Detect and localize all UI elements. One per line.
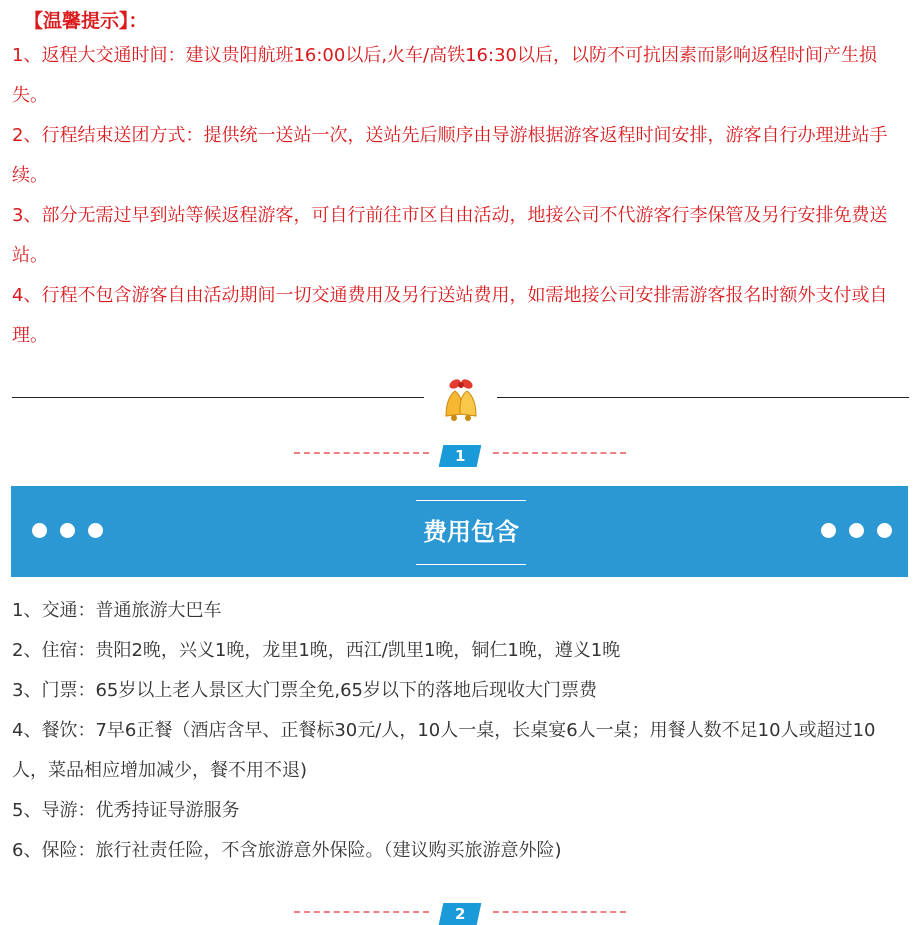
tip-item: 2、行程结束送团方式：提供统一送站一次，送站先后顺序由导游根据游客返程时间安排，游客自行办理进站手续。 <box>12 125 888 186</box>
dot-icon <box>60 523 75 538</box>
tip-item: 3、部分无需过早到站等候返程游客，可自行前往市区自由活动，地接公司不代游客行李保管及另行安排免费送站。 <box>12 205 888 266</box>
tip-item: 4、行程不包含游客自由活动期间一切交通费用及另行送站费用，如需地接公司安排需游客报名时额外支付或自理。 <box>12 285 888 346</box>
dashed-line-right <box>493 911 626 913</box>
banner-title-wrap <box>416 500 526 563</box>
include-item: 1、交通：普通旅游大巴车 <box>12 600 222 621</box>
dot-icon <box>877 523 892 538</box>
dashed-line-left <box>294 911 429 913</box>
section-number-badge: 2 <box>439 903 482 925</box>
dashed-line-right <box>493 452 626 454</box>
include-item: 2、住宿：贵阳2晚，兴义1晚，龙里1晚，西江/凯里1晚，铜仁1晚，遵义1晚 <box>12 640 621 661</box>
banner-rule-top <box>416 500 526 501</box>
section-title: 费用包含 <box>423 518 519 546</box>
bell-icon <box>436 374 486 424</box>
section-banner <box>11 486 908 577</box>
banner-dots-left <box>32 523 103 538</box>
banner-rule-bottom <box>416 564 526 565</box>
include-item: 3、门票：65岁以上老人景区大门票全免,65岁以下的落地后现收大门票费 <box>12 680 597 701</box>
section-number-badge: 1 <box>439 445 482 467</box>
divider-line-left <box>12 397 424 398</box>
dot-icon <box>32 523 47 538</box>
dashed-line-left <box>294 452 429 454</box>
dot-icon <box>849 523 864 538</box>
divider-line-right <box>497 397 909 398</box>
dot-icon <box>88 523 103 538</box>
banner-dots-right <box>821 523 892 538</box>
dot-icon <box>821 523 836 538</box>
tips-section <box>12 6 910 356</box>
tip-item: 1、返程大交通时间：建议贵阳航班16:00以后,火车/高铁16:30以后，以防不可抗因素而影响返程时间产生损失。 <box>12 45 877 106</box>
include-item: 5、导游：优秀持证导游服务 <box>12 800 240 821</box>
include-item: 6、保险：旅行社责任险，不含旅游意外保险。（建议购买旅游意外险) <box>12 840 562 861</box>
include-item: 4、餐饮：7早6正餐（酒店含早、正餐标30元/人，10人一桌，长桌宴6人一桌；用餐人数不足10人或超过10人，菜品相应增加减少，餐不用不退) <box>12 720 876 781</box>
includes-list <box>12 591 910 871</box>
tips-title: 【温馨提示】： <box>24 10 148 32</box>
